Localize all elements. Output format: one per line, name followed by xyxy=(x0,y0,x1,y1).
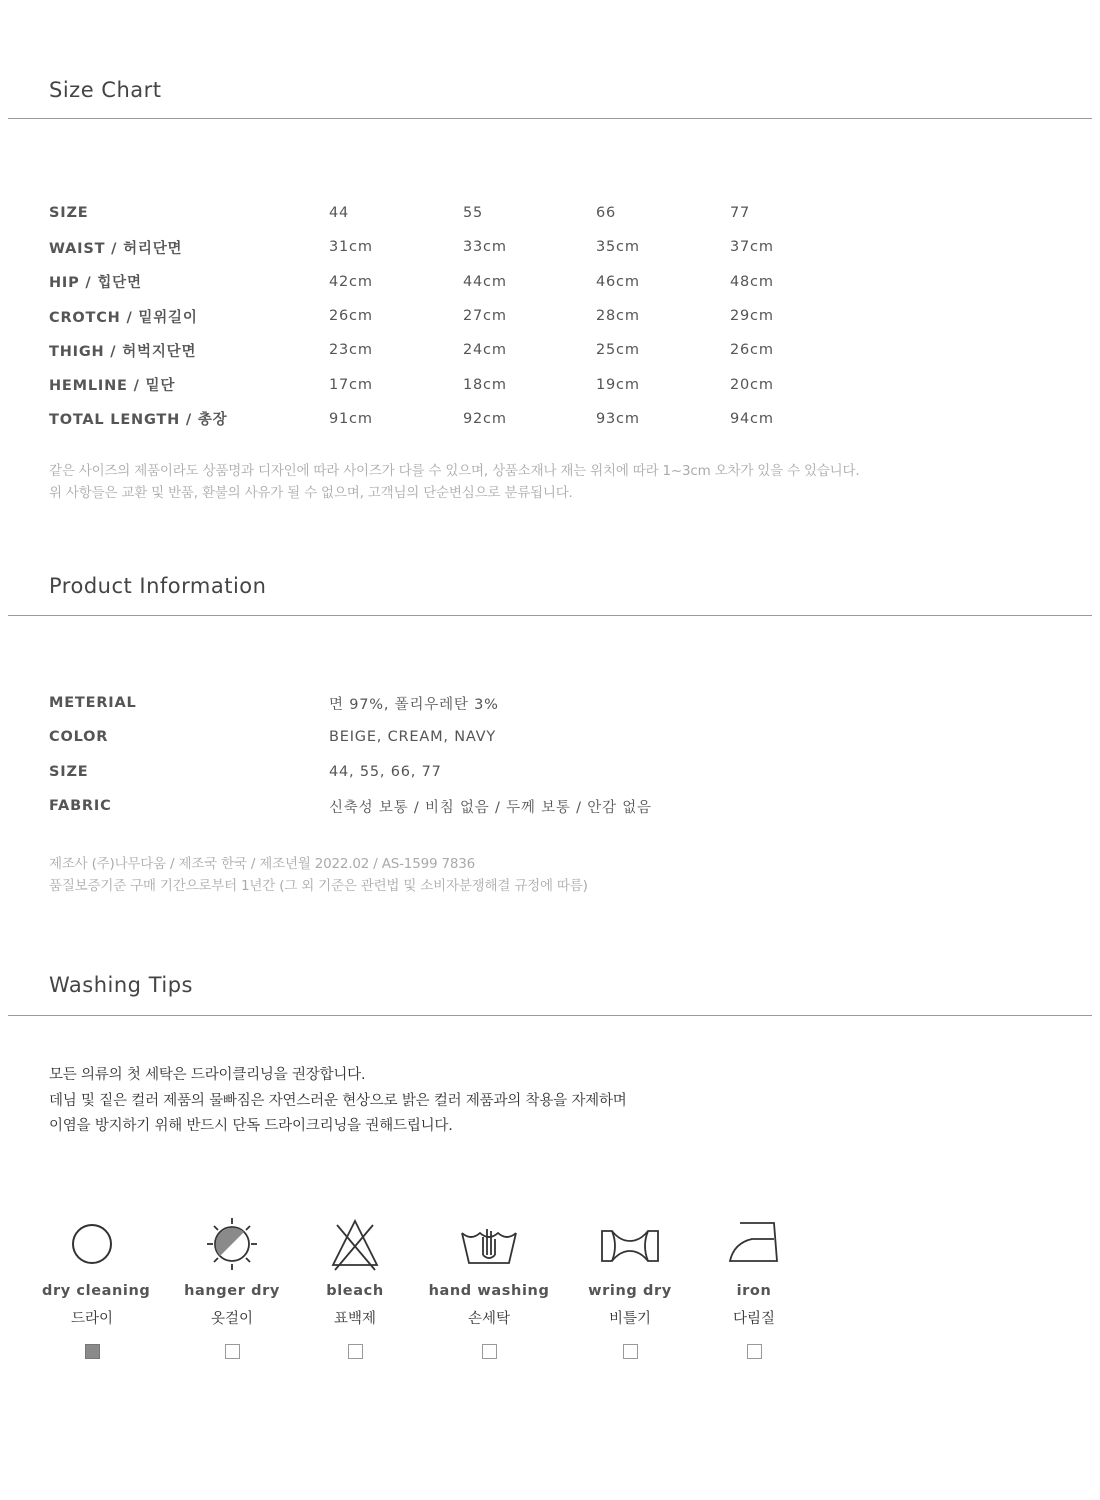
table-cell: 93cm xyxy=(596,410,640,427)
row-label: FABRIC xyxy=(49,798,112,815)
tip-label-en: bleach xyxy=(326,1283,384,1299)
iron-icon xyxy=(724,1215,784,1273)
row-label: TOTAL LENGTH / 총장 xyxy=(49,412,228,429)
size-chart-table xyxy=(49,196,850,436)
checkbox[interactable] xyxy=(348,1344,363,1359)
table-cell: 24cm xyxy=(463,342,507,359)
washing-tips-title: Washing Tips xyxy=(49,973,193,997)
row-value: BEIGE, CREAM, NAVY xyxy=(329,729,497,746)
tip-label-ko: 표백제 xyxy=(333,1311,377,1327)
circle-icon xyxy=(62,1215,122,1273)
wring-icon xyxy=(600,1215,660,1273)
tip-label-en: hanger dry xyxy=(184,1283,280,1299)
tip-label-ko: 옷걸이 xyxy=(210,1311,254,1327)
table-cell: 44 xyxy=(329,205,350,222)
tip-label-en: hand washing xyxy=(428,1283,550,1299)
tip-label-ko: 손세탁 xyxy=(467,1311,511,1327)
tip-label-en: iron xyxy=(736,1283,772,1299)
table-row xyxy=(49,755,652,789)
table-cell: 42cm xyxy=(329,273,373,290)
hand-wash-icon xyxy=(459,1215,519,1273)
note-line: 제조사 (주)나무다움 / 제조국 한국 / 제조년월 2022.02 / AS-1599 7836 xyxy=(49,856,476,872)
note-line: 품질보증기준 구매 기간으로부터 1년간 (그 외 기준은 관련법 및 소비자분쟁해결 규정에 따름) xyxy=(49,878,588,894)
size-chart-note xyxy=(49,460,859,504)
table-cell: 29cm xyxy=(730,308,774,325)
section-divider xyxy=(8,1015,1092,1016)
checkbox[interactable] xyxy=(747,1344,762,1359)
row-label: WAIST / 허리단면 xyxy=(49,240,183,257)
table-row xyxy=(49,686,652,720)
table-cell: 27cm xyxy=(463,308,507,325)
table-cell: 23cm xyxy=(329,342,373,359)
checkbox[interactable] xyxy=(623,1344,638,1359)
tip-wring-dry xyxy=(580,1215,680,1359)
note-line: 같은 사이즈의 제품이라도 상품명과 디자인에 따라 사이즈가 다를 수 있으며, 상품소재나 재는 위치에 따라 1~3cm 오차가 있을 수 있습니다. xyxy=(49,463,860,479)
table-cell: 17cm xyxy=(329,376,373,393)
size-chart-title: Size Chart xyxy=(49,78,162,102)
table-cell: 92cm xyxy=(463,410,507,427)
table-row xyxy=(49,402,850,436)
row-label: CROTCH / 밑위길이 xyxy=(49,309,198,326)
row-value: 신축성 보통 / 비침 없음 / 두께 보통 / 안감 없음 xyxy=(329,799,652,816)
checkbox[interactable] xyxy=(482,1344,497,1359)
table-row xyxy=(49,367,850,401)
table-cell: 91cm xyxy=(329,410,373,427)
table-row xyxy=(49,720,652,754)
section-divider xyxy=(8,615,1092,616)
table-cell: 33cm xyxy=(463,239,507,256)
tip-label-en: dry cleaning xyxy=(42,1283,151,1299)
table-cell: 20cm xyxy=(730,376,774,393)
table-cell: 44cm xyxy=(463,273,507,290)
table-row xyxy=(49,299,850,333)
product-info-table xyxy=(49,686,652,823)
note-line: 위 사항들은 교환 및 반품, 환불의 사유가 될 수 없으며, 고객님의 단순변심으로 분류됩니다. xyxy=(49,485,573,501)
table-cell: 25cm xyxy=(596,342,640,359)
table-cell: 77 xyxy=(730,205,751,222)
checkbox[interactable] xyxy=(225,1344,240,1359)
product-info-title: Product Information xyxy=(49,574,267,598)
table-row xyxy=(49,196,850,230)
table-cell: 26cm xyxy=(730,342,774,359)
table-row xyxy=(49,230,850,264)
washing-description xyxy=(49,1063,627,1140)
table-cell: 46cm xyxy=(596,273,640,290)
tip-label-ko: 비틀기 xyxy=(608,1311,652,1327)
sun-icon xyxy=(202,1215,262,1273)
table-row xyxy=(49,333,850,367)
table-cell: 66 xyxy=(596,205,617,222)
tip-hanger-dry xyxy=(182,1215,282,1359)
row-label: METERIAL xyxy=(49,695,137,712)
table-row xyxy=(49,265,850,299)
tip-label-ko: 드라이 xyxy=(70,1311,114,1327)
tip-label-ko: 다림질 xyxy=(732,1311,776,1327)
description-line: 데님 및 짙은 컬러 제품의 물빠짐은 자연스러운 현상으로 밝은 컬러 제품과의 착용을 자제하며 xyxy=(49,1092,627,1109)
section-divider xyxy=(8,118,1092,119)
table-cell: 18cm xyxy=(463,376,507,393)
table-row xyxy=(49,789,652,823)
table-cell: 55 xyxy=(463,205,484,222)
tip-label-en: wring dry xyxy=(588,1283,672,1299)
no-bleach-icon xyxy=(325,1215,385,1273)
table-cell: 31cm xyxy=(329,239,373,256)
table-cell: 94cm xyxy=(730,410,774,427)
table-cell: 48cm xyxy=(730,273,774,290)
checkbox[interactable] xyxy=(85,1344,100,1359)
tip-bleach xyxy=(305,1215,405,1359)
table-cell: 28cm xyxy=(596,308,640,325)
description-line: 이염을 방지하기 위해 반드시 단독 드라이크리닝을 권해드립니다. xyxy=(49,1118,453,1134)
table-cell: 35cm xyxy=(596,239,640,256)
table-cell: 26cm xyxy=(329,308,373,325)
tip-hand-washing xyxy=(428,1215,550,1359)
product-info-note xyxy=(49,853,588,897)
row-value: 면 97%, 폴리우레탄 3% xyxy=(329,696,499,713)
row-label: COLOR xyxy=(49,729,109,746)
tip-iron xyxy=(704,1215,804,1359)
row-label: SIZE xyxy=(49,205,89,222)
tip-dry-cleaning xyxy=(42,1215,151,1359)
row-value: 44, 55, 66, 77 xyxy=(329,763,442,780)
row-label: HEMLINE / 밑단 xyxy=(49,378,176,395)
row-label: HIP / 힙단면 xyxy=(49,275,142,292)
table-cell: 19cm xyxy=(596,376,640,393)
description-line: 모든 의류의 첫 세탁은 드라이클리닝을 권장합니다. xyxy=(49,1067,366,1083)
row-label: THIGH / 허벅지단면 xyxy=(49,343,197,360)
table-cell: 37cm xyxy=(730,239,774,256)
row-label: SIZE xyxy=(49,763,89,780)
